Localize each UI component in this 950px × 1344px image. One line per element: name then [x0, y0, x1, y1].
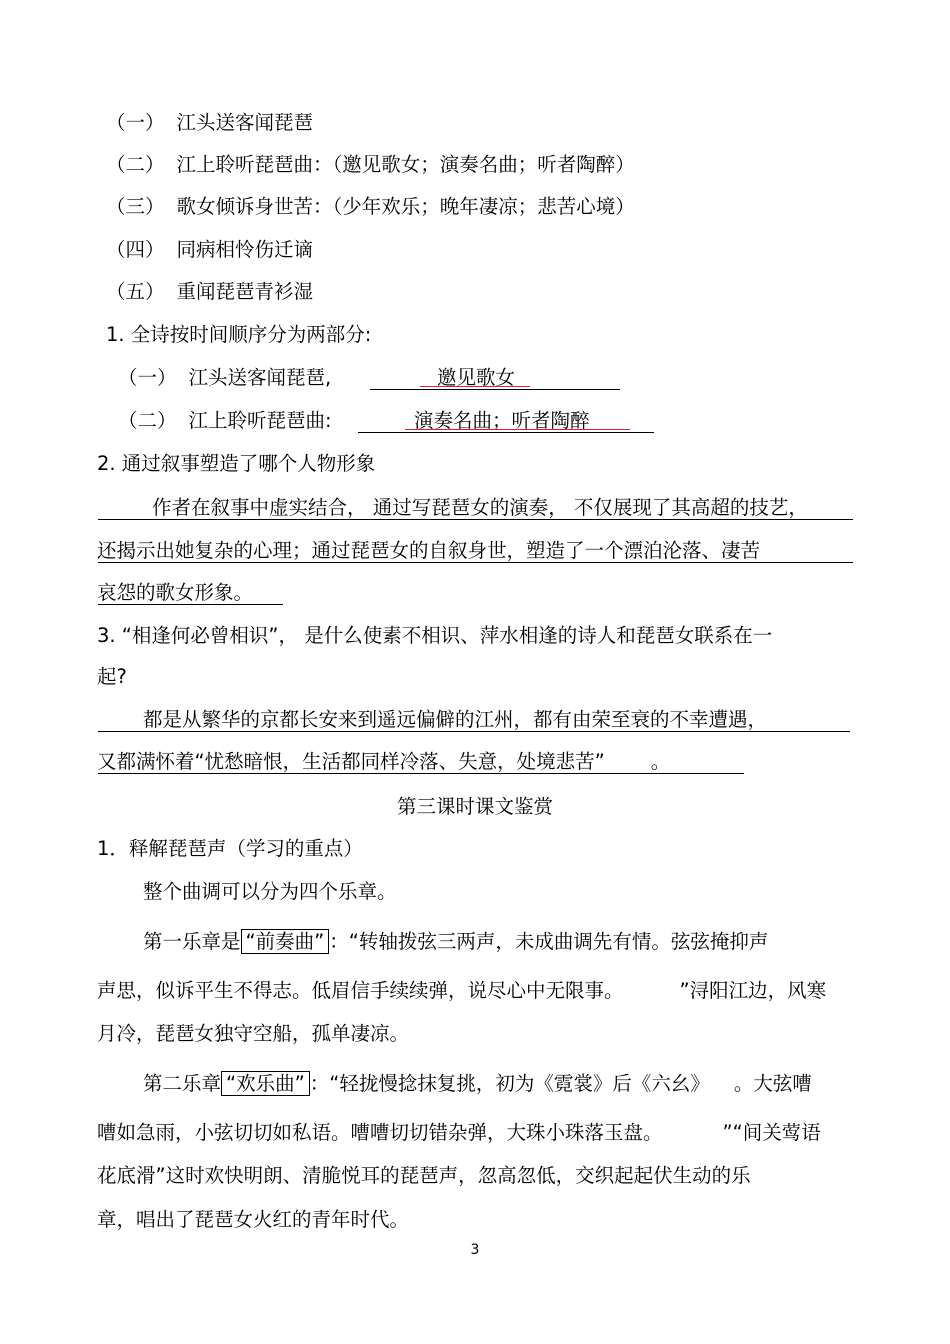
movement-1-text: ”浔阳江边，风寒	[679, 979, 827, 1002]
q3-answer-text: 又都满怀着“忧愁暗恨，生活都同样冷落、失意，处境悲苦”	[97, 750, 605, 773]
q1-answer-2: 演奏名曲；听者陶醉	[414, 409, 590, 432]
outline-text: 重闻琵琶青衫湿	[176, 280, 314, 303]
outline-num: （一）	[106, 111, 165, 134]
outline-item-2	[106, 152, 635, 178]
q1-part-1	[118, 365, 331, 391]
q2-answer-line-2-underline	[98, 562, 853, 563]
q1-part-2	[118, 408, 332, 434]
movement-1-name-box: “前奏曲”	[241, 929, 330, 954]
section-title: 第三课时课文鉴赏	[396, 795, 553, 818]
page-number: 3	[470, 1242, 480, 1258]
q1-answer-2-red-mark	[405, 429, 630, 430]
q1-answer-1-underline	[370, 389, 620, 390]
outline-num: （三）	[106, 195, 165, 218]
q3-question-line-2: 起?	[97, 665, 127, 688]
movement-2-line-2	[97, 1120, 821, 1146]
q3-answer-line-1-underline	[98, 731, 850, 732]
q2-answer-line-2: 还揭示出她复杂的心理；通过琵琶女的自叙身世，塑造了一个漂泊沦落、凄苦	[97, 539, 761, 562]
q2-answer-line-3-underline	[98, 604, 283, 605]
outline-item-1	[106, 110, 313, 136]
movement-2-name-box: “欢乐曲”	[221, 1071, 310, 1096]
movement-1-line-1	[143, 929, 768, 955]
outline-item-3	[106, 194, 635, 220]
movement-2-text: ”“间关莺语	[722, 1121, 821, 1144]
movement-1-text: 声思，似诉平生不得志。低眉信手续续弹，说尽心中无限事。	[97, 979, 624, 1002]
q3-answer-end: 。	[650, 750, 671, 773]
movement-2-prefix: 第二乐章	[143, 1072, 222, 1095]
q3-question-line-1: 3. “相逢何必曾相识”， 是什么使素不相识、萍水相逢的诗人和琵琶女联系在一	[97, 624, 773, 647]
s1-heading: 1．释解琵琶声（学习的重点）	[97, 837, 363, 860]
q3-answer-line-2	[97, 749, 670, 775]
movement-2-line-4: 章，唱出了琵琶女火红的青年时代。	[97, 1208, 410, 1231]
outline-num: （四）	[106, 238, 165, 261]
outline-item-4	[106, 237, 313, 263]
q1-answer-2-underline	[358, 432, 654, 433]
q1-part-text: 江上聆听琵琶曲:	[188, 409, 332, 432]
movement-2-line-3: 花底滑”这时欢快明朗、清脆悦耳的琵琶声，忽高忽低，交织起起伏生动的乐	[97, 1164, 751, 1187]
q1-answer-1: 邀见歌女	[437, 366, 516, 389]
movement-2-text: 嘈如急雨，小弦切切如私语。嘈嘈切切错杂弹，大珠小珠落玉盘。	[97, 1121, 663, 1144]
movement-2-text: ：“轻拢慢捻抹复挑，初为《霓裳》后《六幺》	[309, 1072, 710, 1095]
movement-2-text: 。大弦嘈	[733, 1072, 812, 1095]
movement-1-line-2	[97, 978, 826, 1004]
outline-text: 同病相怜伤迁谪	[176, 238, 314, 261]
q2-answer-line-3: 哀怨的歌女形象。	[97, 581, 254, 604]
q1-answer-1-red-mark	[420, 386, 530, 387]
s1-intro: 整个曲调可以分为四个乐章。	[143, 880, 397, 903]
movement-2-line-1	[143, 1071, 812, 1097]
q1-part-num: （二）	[118, 409, 177, 432]
q2-answer-line-1-underline	[98, 519, 853, 520]
q2-answer-line-1: 作者在叙事中虚实结合， 通过写琵琶女的演奏， 不仅展现了其高超的技艺，	[152, 496, 808, 519]
q2-question: 2. 通过叙事塑造了哪个人物形象	[97, 452, 376, 475]
movement-1-line-3: 月冷，琵琶女独守空船，孤单凄凉。	[97, 1022, 410, 1045]
outline-num: （五）	[106, 280, 165, 303]
outline-num: （二）	[106, 153, 165, 176]
outline-text: 歌女倾诉身世苦：（少年欢乐；晚年凄凉；悲苦心境）	[176, 195, 635, 218]
outline-item-5	[106, 279, 313, 305]
movement-1-prefix: 第一乐章是	[143, 930, 241, 953]
movement-1-text: ：“转轴拨弦三两声，未成曲调先有情。弦弦掩抑声	[329, 930, 769, 953]
q3-answer-line-2-underline	[98, 773, 744, 774]
q3-answer-line-1: 都是从繁华的京都长安来到遥远偏僻的江州，都有由荣至衰的不幸遭遇，	[143, 708, 768, 731]
outline-text: 江头送客闻琵琶	[176, 111, 314, 134]
q1-question: 1. 全诗按时间顺序分为两部分:	[106, 323, 372, 346]
q1-part-num: （一）	[118, 366, 177, 389]
q1-part-text: 江头送客闻琵琶,	[188, 366, 332, 389]
outline-text: 江上聆听琵琶曲：（邀见歌女；演奏名曲；听者陶醉）	[176, 153, 635, 176]
